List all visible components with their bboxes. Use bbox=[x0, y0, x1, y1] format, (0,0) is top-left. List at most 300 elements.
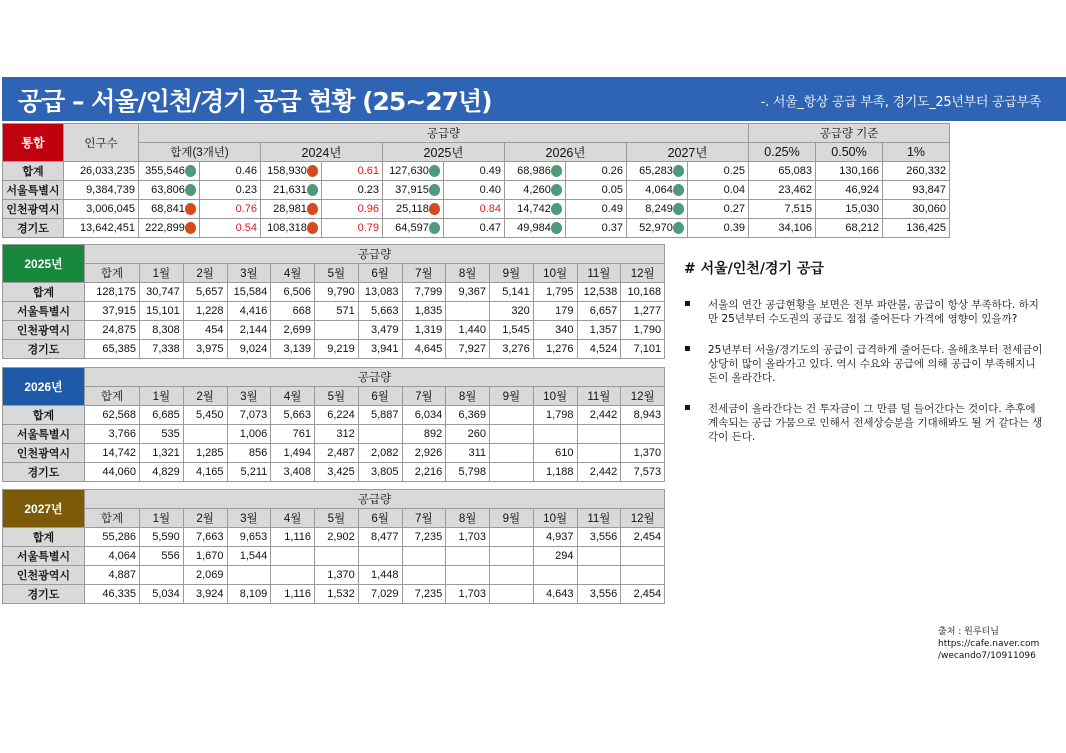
supply-value-cell bbox=[261, 200, 322, 219]
month-value bbox=[140, 566, 184, 585]
region-label: 인천광역시 bbox=[3, 444, 85, 463]
region-label: 합계 bbox=[3, 406, 85, 425]
year-header-2025: 2025년 bbox=[383, 143, 505, 162]
supply-value: 37,915 bbox=[395, 184, 429, 196]
region-total: 4,064 bbox=[85, 547, 140, 566]
month-value: 312 bbox=[315, 425, 359, 444]
region-label: 인천광역시 bbox=[3, 321, 85, 340]
supply-value-cell bbox=[627, 162, 688, 181]
supply-value: 68,986 bbox=[517, 165, 551, 177]
region-label: 서울특별시 bbox=[3, 547, 85, 566]
bullet-icon: ▪ bbox=[684, 298, 691, 309]
month-value bbox=[446, 566, 490, 585]
supply-ratio: 0.49 bbox=[444, 162, 505, 181]
month-value: 5,663 bbox=[271, 406, 315, 425]
region-total: 55,286 bbox=[85, 528, 140, 547]
month-value: 3,556 bbox=[577, 528, 621, 547]
month-header: 6월 bbox=[358, 264, 402, 283]
month-value bbox=[533, 566, 577, 585]
region-total: 4,887 bbox=[85, 566, 140, 585]
supply-ratio: 0.23 bbox=[200, 181, 261, 200]
supply-ratio: 0.37 bbox=[566, 219, 627, 238]
month-value: 2,082 bbox=[358, 444, 402, 463]
month-header: 12월 bbox=[621, 264, 665, 283]
population-value: 3,006,045 bbox=[64, 200, 139, 219]
month-value: 12,538 bbox=[577, 283, 621, 302]
table-row bbox=[3, 566, 665, 585]
supply-value: 28,981 bbox=[273, 203, 307, 215]
supply-value-cell bbox=[139, 162, 200, 181]
month-value bbox=[490, 425, 534, 444]
green-circle-icon bbox=[185, 184, 196, 196]
month-value bbox=[577, 444, 621, 463]
month-value: 5,211 bbox=[227, 463, 271, 482]
pct-header-025: 0.25% bbox=[749, 143, 816, 162]
month-header: 11월 bbox=[577, 509, 621, 528]
source-credit bbox=[938, 626, 1039, 662]
month-value: 1,440 bbox=[446, 321, 490, 340]
month-header: 8월 bbox=[446, 387, 490, 406]
green-circle-icon bbox=[673, 203, 684, 215]
supply-ratio: 0.76 bbox=[200, 200, 261, 219]
summary-row bbox=[3, 181, 950, 200]
notes-panel bbox=[684, 258, 1048, 461]
month-value: 8,477 bbox=[358, 528, 402, 547]
table-row bbox=[3, 585, 665, 604]
month-value: 5,657 bbox=[183, 283, 227, 302]
month-value: 856 bbox=[227, 444, 271, 463]
total-header: 합계 bbox=[85, 509, 140, 528]
month-header: 8월 bbox=[446, 509, 490, 528]
month-value: 2,454 bbox=[621, 585, 665, 604]
month-value: 610 bbox=[533, 444, 577, 463]
green-circle-icon bbox=[673, 165, 684, 177]
table-row bbox=[3, 547, 665, 566]
supply-value-cell bbox=[139, 181, 200, 200]
month-value bbox=[315, 547, 359, 566]
region-total: 44,060 bbox=[85, 463, 140, 482]
region-label: 경기도 bbox=[3, 340, 85, 359]
month-value: 4,937 bbox=[533, 528, 577, 547]
supply-ratio: 0.54 bbox=[200, 219, 261, 238]
month-header: 1월 bbox=[140, 509, 184, 528]
supply-value: 8,249 bbox=[645, 203, 673, 215]
month-value: 320 bbox=[490, 302, 534, 321]
region-total: 65,385 bbox=[85, 340, 140, 359]
basis-value: 260,332 bbox=[883, 162, 950, 181]
month-header: 7월 bbox=[402, 387, 446, 406]
supply-value: 65,283 bbox=[639, 165, 673, 177]
month-value: 7,799 bbox=[402, 283, 446, 302]
month-value: 1,835 bbox=[402, 302, 446, 321]
month-value bbox=[402, 547, 446, 566]
month-value: 1,321 bbox=[140, 444, 184, 463]
month-value: 2,144 bbox=[227, 321, 271, 340]
month-header: 10월 bbox=[533, 387, 577, 406]
month-header: 4월 bbox=[271, 264, 315, 283]
region-label: 합계 bbox=[3, 528, 85, 547]
region-label: 인천광역시 bbox=[3, 566, 85, 585]
pct-header-100: 1% bbox=[883, 143, 950, 162]
population-value: 9,384,739 bbox=[64, 181, 139, 200]
monthly-table-2025 bbox=[2, 244, 665, 359]
supply-value: 63,806 bbox=[151, 184, 185, 196]
notes-title: # 서울/인천/경기 공급 bbox=[684, 261, 824, 277]
month-value: 13,083 bbox=[358, 283, 402, 302]
supply-ratio: 0.25 bbox=[688, 162, 749, 181]
supply-basis-header: 공급량 기준 bbox=[749, 124, 950, 143]
month-value: 5,798 bbox=[446, 463, 490, 482]
red-circle-icon bbox=[307, 165, 318, 177]
region-label: 경기도 bbox=[3, 585, 85, 604]
month-value: 4,829 bbox=[140, 463, 184, 482]
note-item bbox=[684, 298, 1048, 326]
note-text: 25년부터 서울/경기도의 공급이 급격하게 줄어든다. 올해초부터 전세금이 상당히 많이 올라가고 있다. 역시 수요와 공급에 의해 공급이 부족해지니 돈이 올라간다. bbox=[708, 344, 1043, 384]
month-value: 10,168 bbox=[621, 283, 665, 302]
month-value: 6,224 bbox=[315, 406, 359, 425]
month-value: 8,109 bbox=[227, 585, 271, 604]
supply-header: 공급량 bbox=[85, 490, 665, 509]
month-header: 5월 bbox=[315, 509, 359, 528]
year-header-2026: 2026년 bbox=[505, 143, 627, 162]
month-value bbox=[446, 302, 490, 321]
region-label: 서울특별시 bbox=[3, 302, 85, 321]
supply-header: 공급량 bbox=[85, 245, 665, 264]
month-value: 311 bbox=[446, 444, 490, 463]
month-value: 2,216 bbox=[402, 463, 446, 482]
region-label: 합계 bbox=[3, 162, 64, 181]
month-value: 9,790 bbox=[315, 283, 359, 302]
month-value: 2,487 bbox=[315, 444, 359, 463]
year-header-2024: 2024년 bbox=[261, 143, 383, 162]
month-value bbox=[577, 566, 621, 585]
supply-value: 25,118 bbox=[396, 203, 429, 215]
month-value: 7,338 bbox=[140, 340, 184, 359]
month-value bbox=[183, 425, 227, 444]
region-label: 인천광역시 bbox=[3, 200, 64, 219]
year-badge: 2027년 bbox=[3, 490, 85, 528]
month-header: 9월 bbox=[490, 509, 534, 528]
month-header: 1월 bbox=[140, 264, 184, 283]
population-value: 26,033,235 bbox=[64, 162, 139, 181]
supply-value-cell bbox=[383, 200, 444, 219]
month-value bbox=[577, 547, 621, 566]
page-subtitle: -. 서울_항상 공급 부족, 경기도_25년부터 공급부족 bbox=[760, 95, 1041, 110]
supply-ratio: 0.61 bbox=[322, 162, 383, 181]
month-value: 1,228 bbox=[183, 302, 227, 321]
month-value: 5,450 bbox=[183, 406, 227, 425]
green-circle-icon bbox=[429, 222, 440, 234]
month-value bbox=[490, 547, 534, 566]
total-header: 합계 bbox=[85, 387, 140, 406]
supply-value: 49,984 bbox=[517, 222, 551, 234]
month-value: 4,416 bbox=[227, 302, 271, 321]
note-item bbox=[684, 402, 1048, 444]
basis-value: 130,166 bbox=[816, 162, 883, 181]
region-total: 24,875 bbox=[85, 321, 140, 340]
month-value bbox=[490, 566, 534, 585]
month-value: 1,319 bbox=[402, 321, 446, 340]
month-value bbox=[490, 463, 534, 482]
red-circle-icon bbox=[307, 203, 318, 215]
supply-value: 355,546 bbox=[145, 165, 185, 177]
region-total: 46,335 bbox=[85, 585, 140, 604]
table-row bbox=[3, 321, 665, 340]
pct-header-050: 0.50% bbox=[816, 143, 883, 162]
month-value: 6,034 bbox=[402, 406, 446, 425]
supply-value-cell bbox=[627, 200, 688, 219]
supply-value-cell bbox=[505, 219, 566, 238]
month-value: 9,367 bbox=[446, 283, 490, 302]
monthly-table-2026 bbox=[2, 367, 665, 482]
table-row bbox=[3, 406, 665, 425]
month-value bbox=[402, 566, 446, 585]
supply-ratio: 0.04 bbox=[688, 181, 749, 200]
supply-value: 222,899 bbox=[145, 222, 185, 234]
month-value: 1,357 bbox=[577, 321, 621, 340]
month-value: 1,370 bbox=[315, 566, 359, 585]
month-value: 2,902 bbox=[315, 528, 359, 547]
month-value: 294 bbox=[533, 547, 577, 566]
summary-row bbox=[3, 162, 950, 181]
supply-ratio: 0.27 bbox=[688, 200, 749, 219]
region-label: 경기도 bbox=[3, 219, 64, 238]
month-value: 6,369 bbox=[446, 406, 490, 425]
supply-value-cell bbox=[505, 181, 566, 200]
table-row bbox=[3, 528, 665, 547]
red-circle-icon bbox=[185, 222, 196, 234]
region-label: 서울특별시 bbox=[3, 425, 85, 444]
month-value: 2,699 bbox=[271, 321, 315, 340]
supply-ratio: 0.46 bbox=[200, 162, 261, 181]
month-value: 3,556 bbox=[577, 585, 621, 604]
supply-ratio: 0.79 bbox=[322, 219, 383, 238]
red-circle-icon bbox=[307, 222, 318, 234]
month-value bbox=[621, 425, 665, 444]
supply-value-cell bbox=[383, 219, 444, 238]
month-header: 9월 bbox=[490, 387, 534, 406]
month-header: 11월 bbox=[577, 264, 621, 283]
table-row bbox=[3, 283, 665, 302]
summary-row bbox=[3, 219, 950, 238]
supply-ratio: 0.49 bbox=[566, 200, 627, 219]
month-header: 6월 bbox=[358, 387, 402, 406]
supply-value-cell bbox=[627, 181, 688, 200]
month-value: 571 bbox=[315, 302, 359, 321]
supply-value-cell bbox=[505, 200, 566, 219]
summary-table bbox=[2, 123, 950, 238]
month-value bbox=[446, 547, 490, 566]
month-value: 1,532 bbox=[315, 585, 359, 604]
supply-header: 공급량 bbox=[139, 124, 749, 143]
month-header: 2월 bbox=[183, 264, 227, 283]
supply-value: 52,970 bbox=[639, 222, 673, 234]
month-value: 1,703 bbox=[446, 528, 490, 547]
monthly-table-2027 bbox=[2, 489, 665, 604]
green-circle-icon bbox=[551, 222, 562, 234]
summary-row bbox=[3, 200, 950, 219]
supply-ratio: 0.05 bbox=[566, 181, 627, 200]
month-value: 1,276 bbox=[533, 340, 577, 359]
month-value bbox=[490, 585, 534, 604]
year-header-2027: 2027년 bbox=[627, 143, 749, 162]
month-value: 1,277 bbox=[621, 302, 665, 321]
month-value: 3,139 bbox=[271, 340, 315, 359]
month-value: 3,805 bbox=[358, 463, 402, 482]
region-total: 62,568 bbox=[85, 406, 140, 425]
basis-value: 23,462 bbox=[749, 181, 816, 200]
supply-value: 4,260 bbox=[523, 184, 551, 196]
month-value: 3,408 bbox=[271, 463, 315, 482]
month-value: 6,685 bbox=[140, 406, 184, 425]
note-text: 전세금이 올라간다는 건 투자금이 그 만큼 덜 들어간다는 것이다. 추후에 계속되는 공급 가뭄으로 인해서 전세상승분을 기대해봐도 될 거 같다는 생각이 든다. bbox=[708, 403, 1043, 443]
region-label: 합계 bbox=[3, 283, 85, 302]
green-circle-icon bbox=[673, 222, 684, 234]
month-value: 4,643 bbox=[533, 585, 577, 604]
supply-ratio: 0.23 bbox=[322, 181, 383, 200]
month-value: 454 bbox=[183, 321, 227, 340]
month-value: 2,442 bbox=[577, 406, 621, 425]
month-value bbox=[315, 321, 359, 340]
month-value: 5,663 bbox=[358, 302, 402, 321]
month-value: 1,790 bbox=[621, 321, 665, 340]
region-total: 128,175 bbox=[85, 283, 140, 302]
source-url: https://cafe.naver.com bbox=[938, 639, 1040, 649]
red-circle-icon bbox=[429, 203, 440, 215]
supply-value-cell bbox=[505, 162, 566, 181]
basis-value: 93,847 bbox=[883, 181, 950, 200]
supply-ratio: 0.84 bbox=[444, 200, 505, 219]
basis-value: 7,515 bbox=[749, 200, 816, 219]
source-author: 출처 : 원루티님 bbox=[938, 627, 999, 637]
month-value: 1,703 bbox=[446, 585, 490, 604]
region-total: 14,742 bbox=[85, 444, 140, 463]
source-path: /wecando7/10911096 bbox=[938, 651, 1036, 661]
month-value: 3,924 bbox=[183, 585, 227, 604]
table-row bbox=[3, 340, 665, 359]
month-header: 11월 bbox=[577, 387, 621, 406]
month-value: 340 bbox=[533, 321, 577, 340]
month-value: 7,573 bbox=[621, 463, 665, 482]
bullet-icon: ▪ bbox=[684, 343, 691, 354]
month-value: 761 bbox=[271, 425, 315, 444]
month-value: 5,887 bbox=[358, 406, 402, 425]
month-value: 4,645 bbox=[402, 340, 446, 359]
month-value: 4,524 bbox=[577, 340, 621, 359]
month-value: 1,494 bbox=[271, 444, 315, 463]
supply-value: 64,597 bbox=[395, 222, 429, 234]
green-circle-icon bbox=[429, 165, 440, 177]
month-value: 5,141 bbox=[490, 283, 534, 302]
month-header: 1월 bbox=[140, 387, 184, 406]
month-header: 6월 bbox=[358, 509, 402, 528]
supply-value-cell bbox=[139, 219, 200, 238]
month-value: 556 bbox=[140, 547, 184, 566]
month-value: 7,235 bbox=[402, 528, 446, 547]
month-header: 10월 bbox=[533, 264, 577, 283]
month-header: 5월 bbox=[315, 387, 359, 406]
supply-value-cell bbox=[261, 162, 322, 181]
month-value: 7,663 bbox=[183, 528, 227, 547]
month-value: 2,442 bbox=[577, 463, 621, 482]
basis-value: 68,212 bbox=[816, 219, 883, 238]
month-header: 3월 bbox=[227, 387, 271, 406]
month-value bbox=[490, 528, 534, 547]
month-value: 6,506 bbox=[271, 283, 315, 302]
month-header: 4월 bbox=[271, 509, 315, 528]
month-header: 7월 bbox=[402, 509, 446, 528]
month-header: 2월 bbox=[183, 509, 227, 528]
supply-value: 4,064 bbox=[645, 184, 673, 196]
month-value: 4,165 bbox=[183, 463, 227, 482]
supply-value: 108,318 bbox=[267, 222, 307, 234]
population-header: 인구수 bbox=[64, 124, 139, 162]
note-text: 서울의 연간 공급현황을 보면은 전부 파란불, 공급이 항상 부족하다. 하지만 25년부터 수도권의 공급도 점점 줄어든다 가격에 영향이 있을까? bbox=[708, 299, 1039, 325]
month-header: 3월 bbox=[227, 509, 271, 528]
month-value: 1,545 bbox=[490, 321, 534, 340]
month-value bbox=[271, 566, 315, 585]
month-value: 1,798 bbox=[533, 406, 577, 425]
month-value bbox=[358, 425, 402, 444]
green-circle-icon bbox=[551, 184, 562, 196]
supply-value: 127,630 bbox=[389, 165, 429, 177]
month-value: 5,590 bbox=[140, 528, 184, 547]
supply-value-cell bbox=[139, 200, 200, 219]
month-value: 8,943 bbox=[621, 406, 665, 425]
month-value: 1,285 bbox=[183, 444, 227, 463]
month-value: 15,584 bbox=[227, 283, 271, 302]
month-value: 3,975 bbox=[183, 340, 227, 359]
basis-value: 136,425 bbox=[883, 219, 950, 238]
month-header: 9월 bbox=[490, 264, 534, 283]
basis-value: 46,924 bbox=[816, 181, 883, 200]
month-value: 1,188 bbox=[533, 463, 577, 482]
title-banner bbox=[2, 77, 1066, 121]
month-value: 9,219 bbox=[315, 340, 359, 359]
month-value: 1,544 bbox=[227, 547, 271, 566]
month-value bbox=[533, 425, 577, 444]
month-value: 1,448 bbox=[358, 566, 402, 585]
green-circle-icon bbox=[429, 184, 440, 196]
month-value: 1,116 bbox=[271, 528, 315, 547]
note-item bbox=[684, 343, 1048, 385]
green-circle-icon bbox=[185, 165, 196, 177]
supply-ratio: 0.96 bbox=[322, 200, 383, 219]
basis-value: 15,030 bbox=[816, 200, 883, 219]
region-total: 37,915 bbox=[85, 302, 140, 321]
supply-value-cell bbox=[383, 162, 444, 181]
supply-value-cell bbox=[383, 181, 444, 200]
month-value bbox=[271, 547, 315, 566]
month-value: 8,308 bbox=[140, 321, 184, 340]
green-circle-icon bbox=[307, 184, 318, 196]
month-value: 6,657 bbox=[577, 302, 621, 321]
supply-value: 158,930 bbox=[267, 165, 307, 177]
supply-value: 21,631 bbox=[273, 184, 307, 196]
year-badge: 2025년 bbox=[3, 245, 85, 283]
supply-ratio: 0.39 bbox=[688, 219, 749, 238]
page-title: 공급 – 서울/인천/경기 공급 현황 (25~27년) bbox=[18, 87, 492, 116]
table-row bbox=[3, 302, 665, 321]
month-value bbox=[621, 566, 665, 585]
supply-value-cell bbox=[627, 219, 688, 238]
month-value: 535 bbox=[140, 425, 184, 444]
month-value: 30,747 bbox=[140, 283, 184, 302]
year-badge: 2026년 bbox=[3, 368, 85, 406]
month-header: 3월 bbox=[227, 264, 271, 283]
region-label: 경기도 bbox=[3, 463, 85, 482]
month-value: 892 bbox=[402, 425, 446, 444]
